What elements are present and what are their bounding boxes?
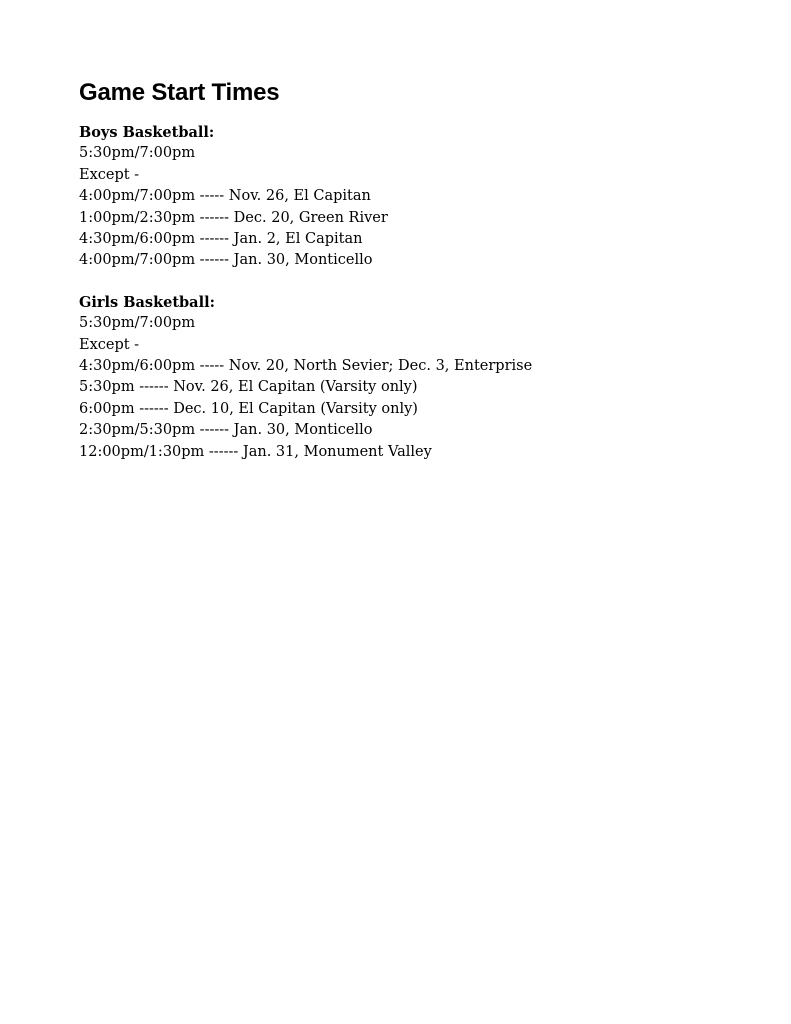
schedule-line: 4:00pm/7:00pm ----- Nov. 26, El Capitan — [79, 188, 371, 205]
document-page — [79, 78, 731, 483]
schedule-line: 5:30pm/7:00pm — [79, 315, 196, 332]
schedule-line: 1:00pm/2:30pm ------ Dec. 20, Green River — [79, 209, 388, 226]
schedule-line: Except - — [79, 336, 140, 353]
schedule-line: 4:00pm/7:00pm ------ Jan. 30, Monticello — [79, 252, 373, 269]
schedule-line: 4:30pm/6:00pm ------ Jan. 2, El Capitan — [79, 231, 363, 248]
section-heading: Boys Basketball: — [79, 124, 215, 141]
schedule-line: 5:30pm ------ Nov. 26, El Capitan (Varsity only) — [79, 379, 418, 396]
schedule-line: 12:00pm/1:30pm ------ Jan. 31, Monument Valley — [79, 443, 432, 460]
schedule-line: 5:30pm/7:00pm — [79, 145, 196, 162]
schedule-line: Except - — [79, 166, 140, 183]
schedule-line: 6:00pm ------ Dec. 10, El Capitan (Varsity only) — [79, 400, 418, 417]
boys-basketball-section — [79, 122, 731, 272]
schedule-line: 2:30pm/5:30pm ------ Jan. 30, Monticello — [79, 422, 373, 439]
schedule-line: 4:30pm/6:00pm ----- Nov. 20, North Sevier; Dec. 3, Enterprise — [79, 358, 533, 375]
section-heading: Girls Basketball: — [79, 293, 215, 311]
girls-basketball-section — [79, 292, 731, 463]
page-title: Game Start Times — [79, 79, 280, 106]
